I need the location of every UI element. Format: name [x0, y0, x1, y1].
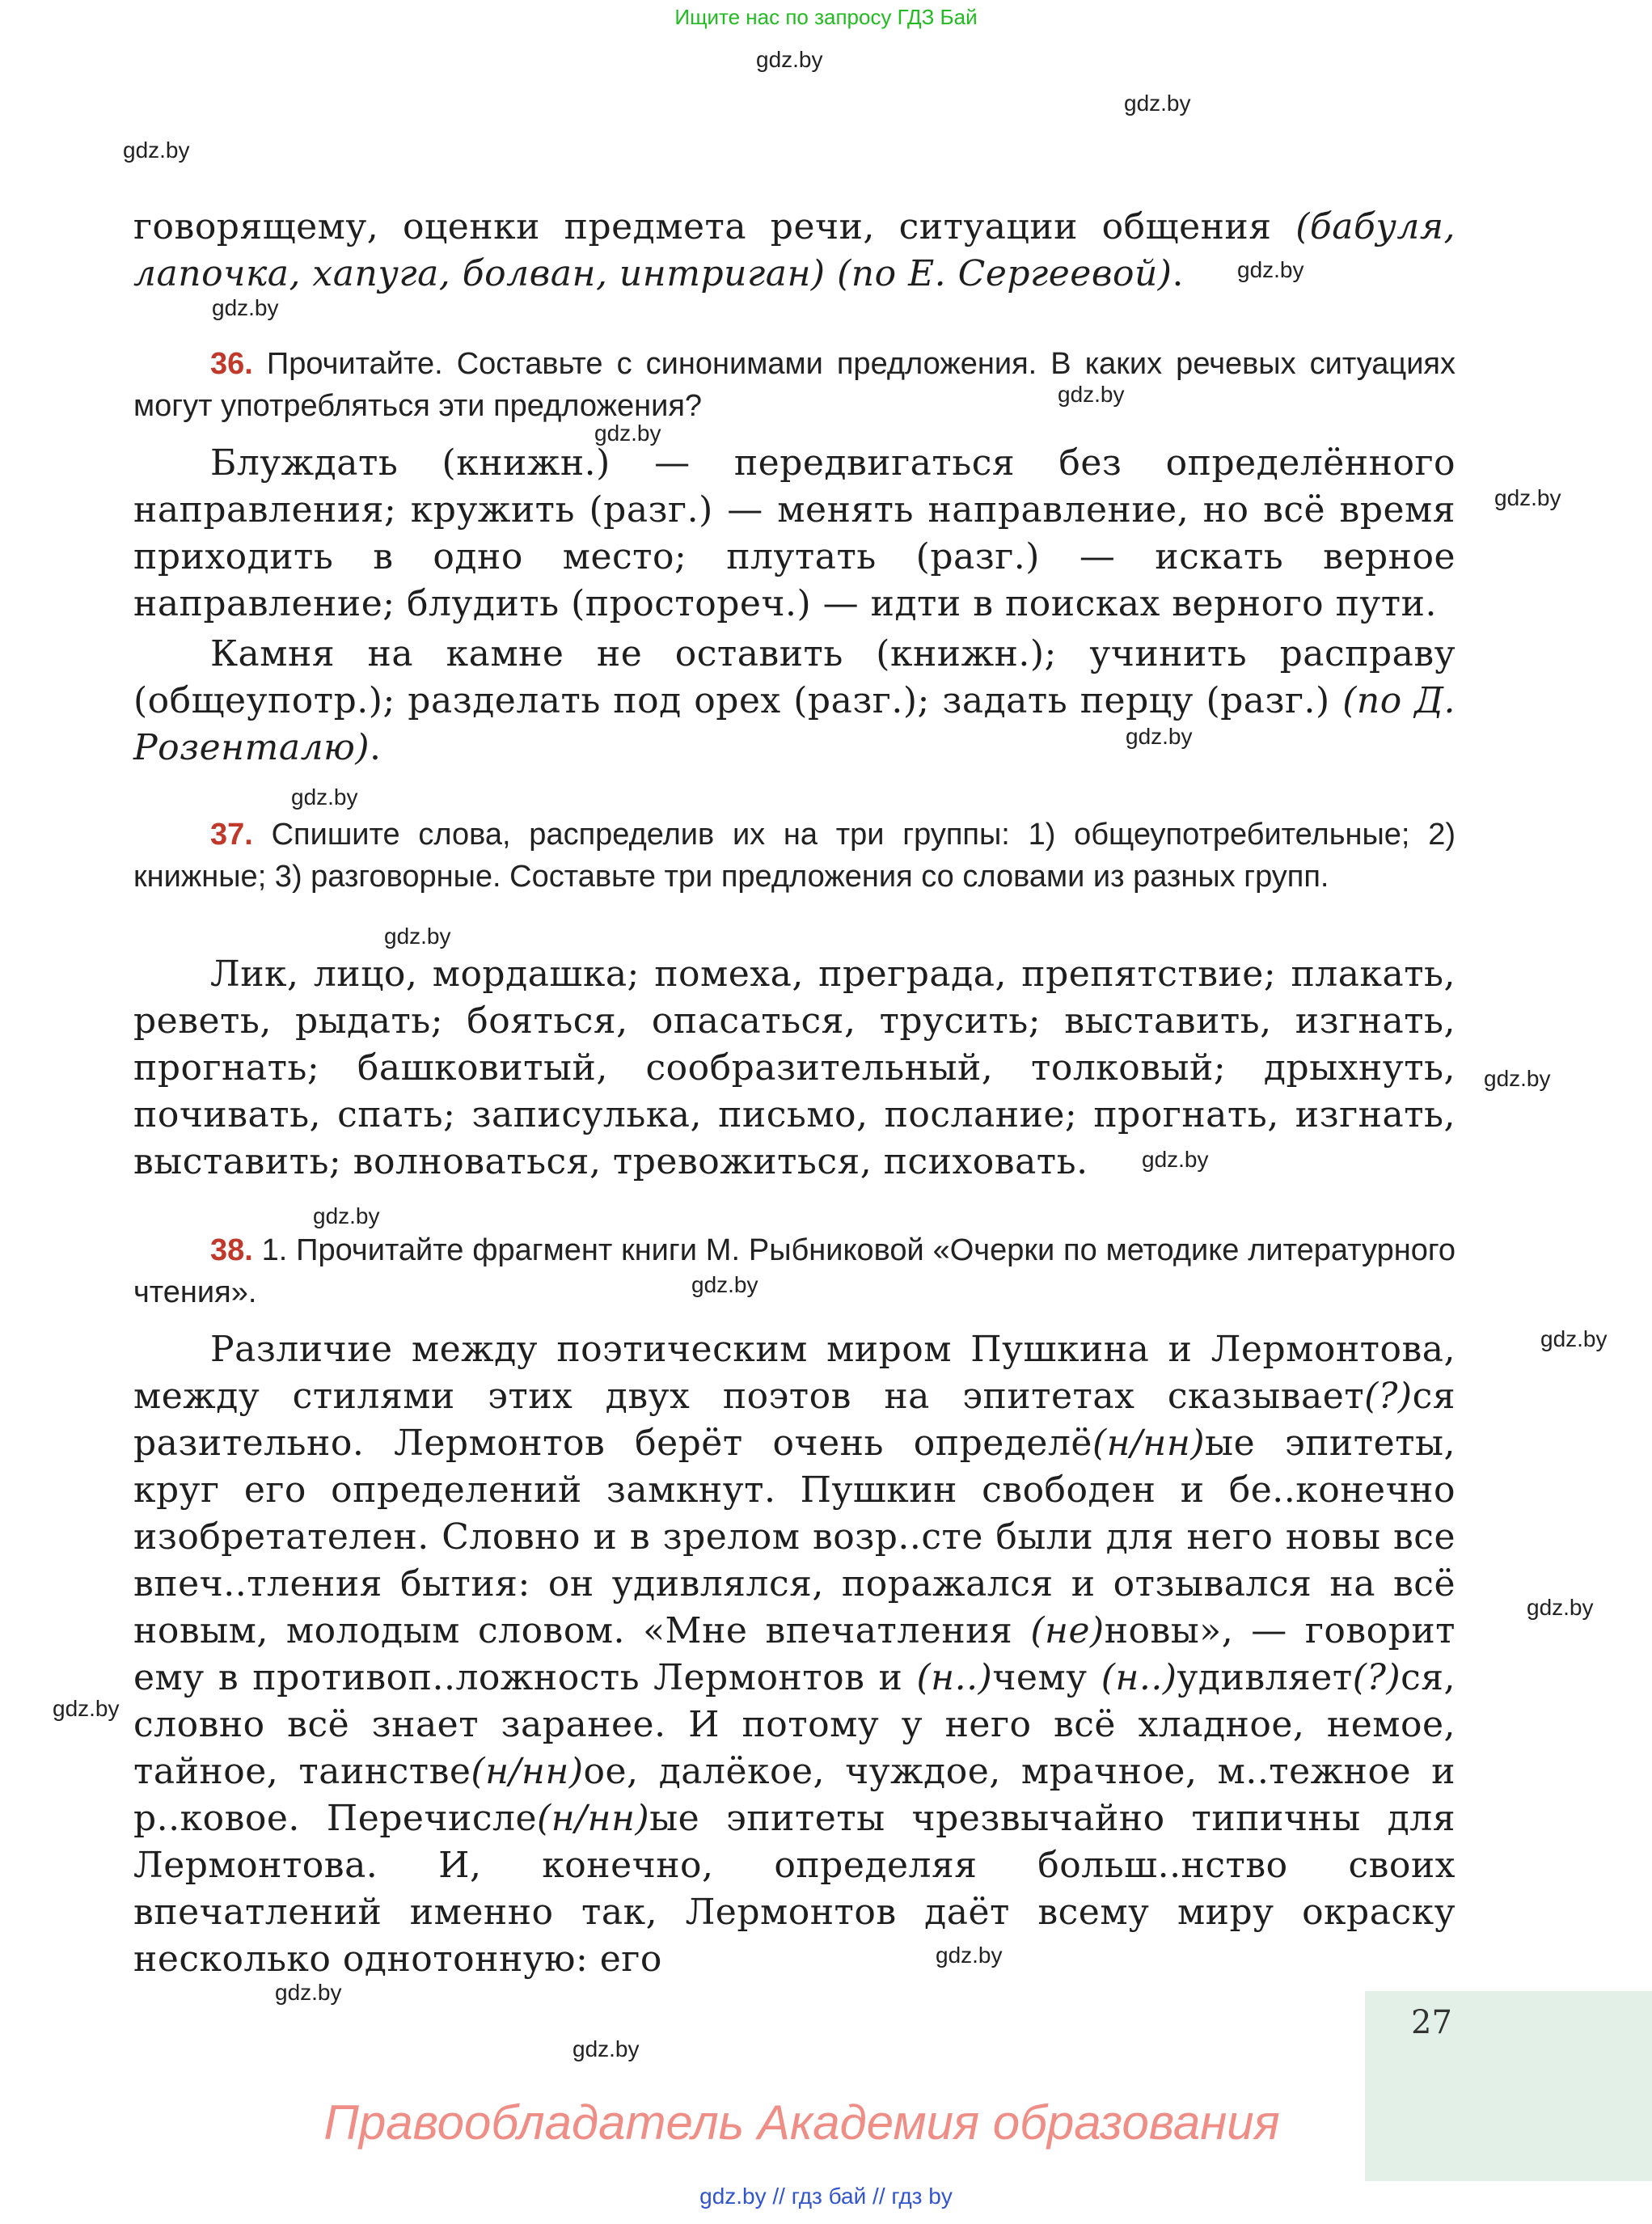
watermark: gdz.by	[1484, 1066, 1551, 1091]
watermark: gdz.by	[123, 137, 190, 163]
watermark: gdz.by	[1058, 382, 1125, 407]
watermark: gdz.by	[313, 1203, 380, 1228]
watermark: gdz.by	[1142, 1147, 1209, 1172]
watermark: gdz.by	[594, 421, 661, 446]
watermark: gdz.by	[1126, 724, 1193, 749]
watermark: gdz.by	[1527, 1595, 1594, 1620]
exercise-36-paragraph-2: Камня на камне не оставить (книжн.); учинить расправу (общеупотр.); разделать под орех (разг.); задать перцу (разг.) (по Д. Розенталю).	[133, 633, 1456, 768]
page-number: 27	[1411, 2004, 1452, 2041]
page-number-box	[1365, 1991, 1652, 2181]
exercise-38-text: Различие между поэтическим миром Пушкина и Лермонтова, между стилями этих двух поэтов на эпитетах сказывает(?)ся разительно. Лермонтов берёт очень определё(н/нн)ые эпитеты, круг его определений замкнут. Пушкин свободен и бе..конечно изобретателен. Словно и в зрелом возр..сте были для него новы все впеч..тления бытия: он удивлялся, поражался и отзывался на всё новым, молодым словом. «Мне впечатления (не)новы», — говорит ему в противоп..ложность Лермонтов и (н..)чему (н..)удивляет(?)ся, словно всё знает заранее. И потому у него всё хладное, немое, тайное, таинстве(н/нн)ое, далёкое, чуждое, мрачное, м..тежное и р..ковое. Перечисле(н/нн)ые эпитеты чрезвычайно типичны для Лермонтова. И, конечно, определяя больш..нство своих впечатлений именно так, Лермонтов даёт всему миру окраску несколько однотонную: его	[133, 1329, 1456, 1980]
continuation-paragraph: говорящему, оценки предмета речи, ситуации общения (бабуля, лапочка, хапуга, болван, интриган) (по Е. Сергеевой).	[133, 206, 1456, 294]
watermark: gdz.by	[212, 295, 279, 320]
watermark: gdz.by	[756, 47, 823, 72]
exercise-number: 36.	[210, 347, 253, 381]
exercise-37-task: 37. Спишите слова, распределив их на три группы: 1) общеупотребительные; 2) книжные; 3) разговорные. Составьте три предложения со словами из разных групп.	[133, 818, 1456, 894]
watermark: gdz.by	[384, 924, 451, 949]
watermark: gdz.by	[275, 1980, 342, 2005]
watermark: gdz.by	[291, 784, 358, 810]
watermark: gdz.by	[53, 1696, 120, 1721]
watermark: gdz.by	[1540, 1326, 1608, 1351]
watermark: gdz.by	[691, 1272, 758, 1297]
exercise-36-task: 36. Прочитайте. Составьте с синонимами предложения. В каких речевых ситуациях могут употребляться эти предложения?	[133, 347, 1456, 423]
exercise-number: 38.	[210, 1233, 253, 1267]
footer-links[interactable]: gdz.by // гдз бай // гдз by	[699, 2184, 953, 2209]
watermark: gdz.by	[1124, 91, 1191, 116]
exercise-36-paragraph-1: Блуждать (книжн.) — передвигаться без определённого направления; кружить (разг.) — менять направление, но всё время приходить в одно место; плутать (разг.) — искать верное направление; блудить (простореч.) — идти в поисках верного пути.	[133, 442, 1456, 624]
exercise-number: 37.	[210, 818, 253, 852]
copyright-notice: Правообладатель Академия образования	[323, 2095, 1280, 2150]
watermark: gdz.by	[936, 1943, 1003, 1968]
exercise-38-task: 38. 1. Прочитайте фрагмент книги М. Рыбниковой «Очерки по методике литературного чтения».	[133, 1233, 1456, 1309]
watermark: gdz.by	[572, 2036, 640, 2061]
top-banner[interactable]: Ищите нас по запросу ГДЗ Бай	[674, 5, 978, 29]
watermark: gdz.by	[1237, 257, 1304, 282]
exercise-37-words: Лик, лицо, мордашка; помеха, преграда, препятствие; плакать, реветь, рыдать; бояться, опасаться, трусить; выставить, изгнать, прогнать; башковитый, сообразительный, толковый; дрыхнуть, почивать, спать; записулька, письмо, послание; прогнать, изгнать, выставить; волноваться, тревожиться, психовать.	[133, 953, 1456, 1182]
watermark: gdz.by	[1494, 485, 1561, 510]
